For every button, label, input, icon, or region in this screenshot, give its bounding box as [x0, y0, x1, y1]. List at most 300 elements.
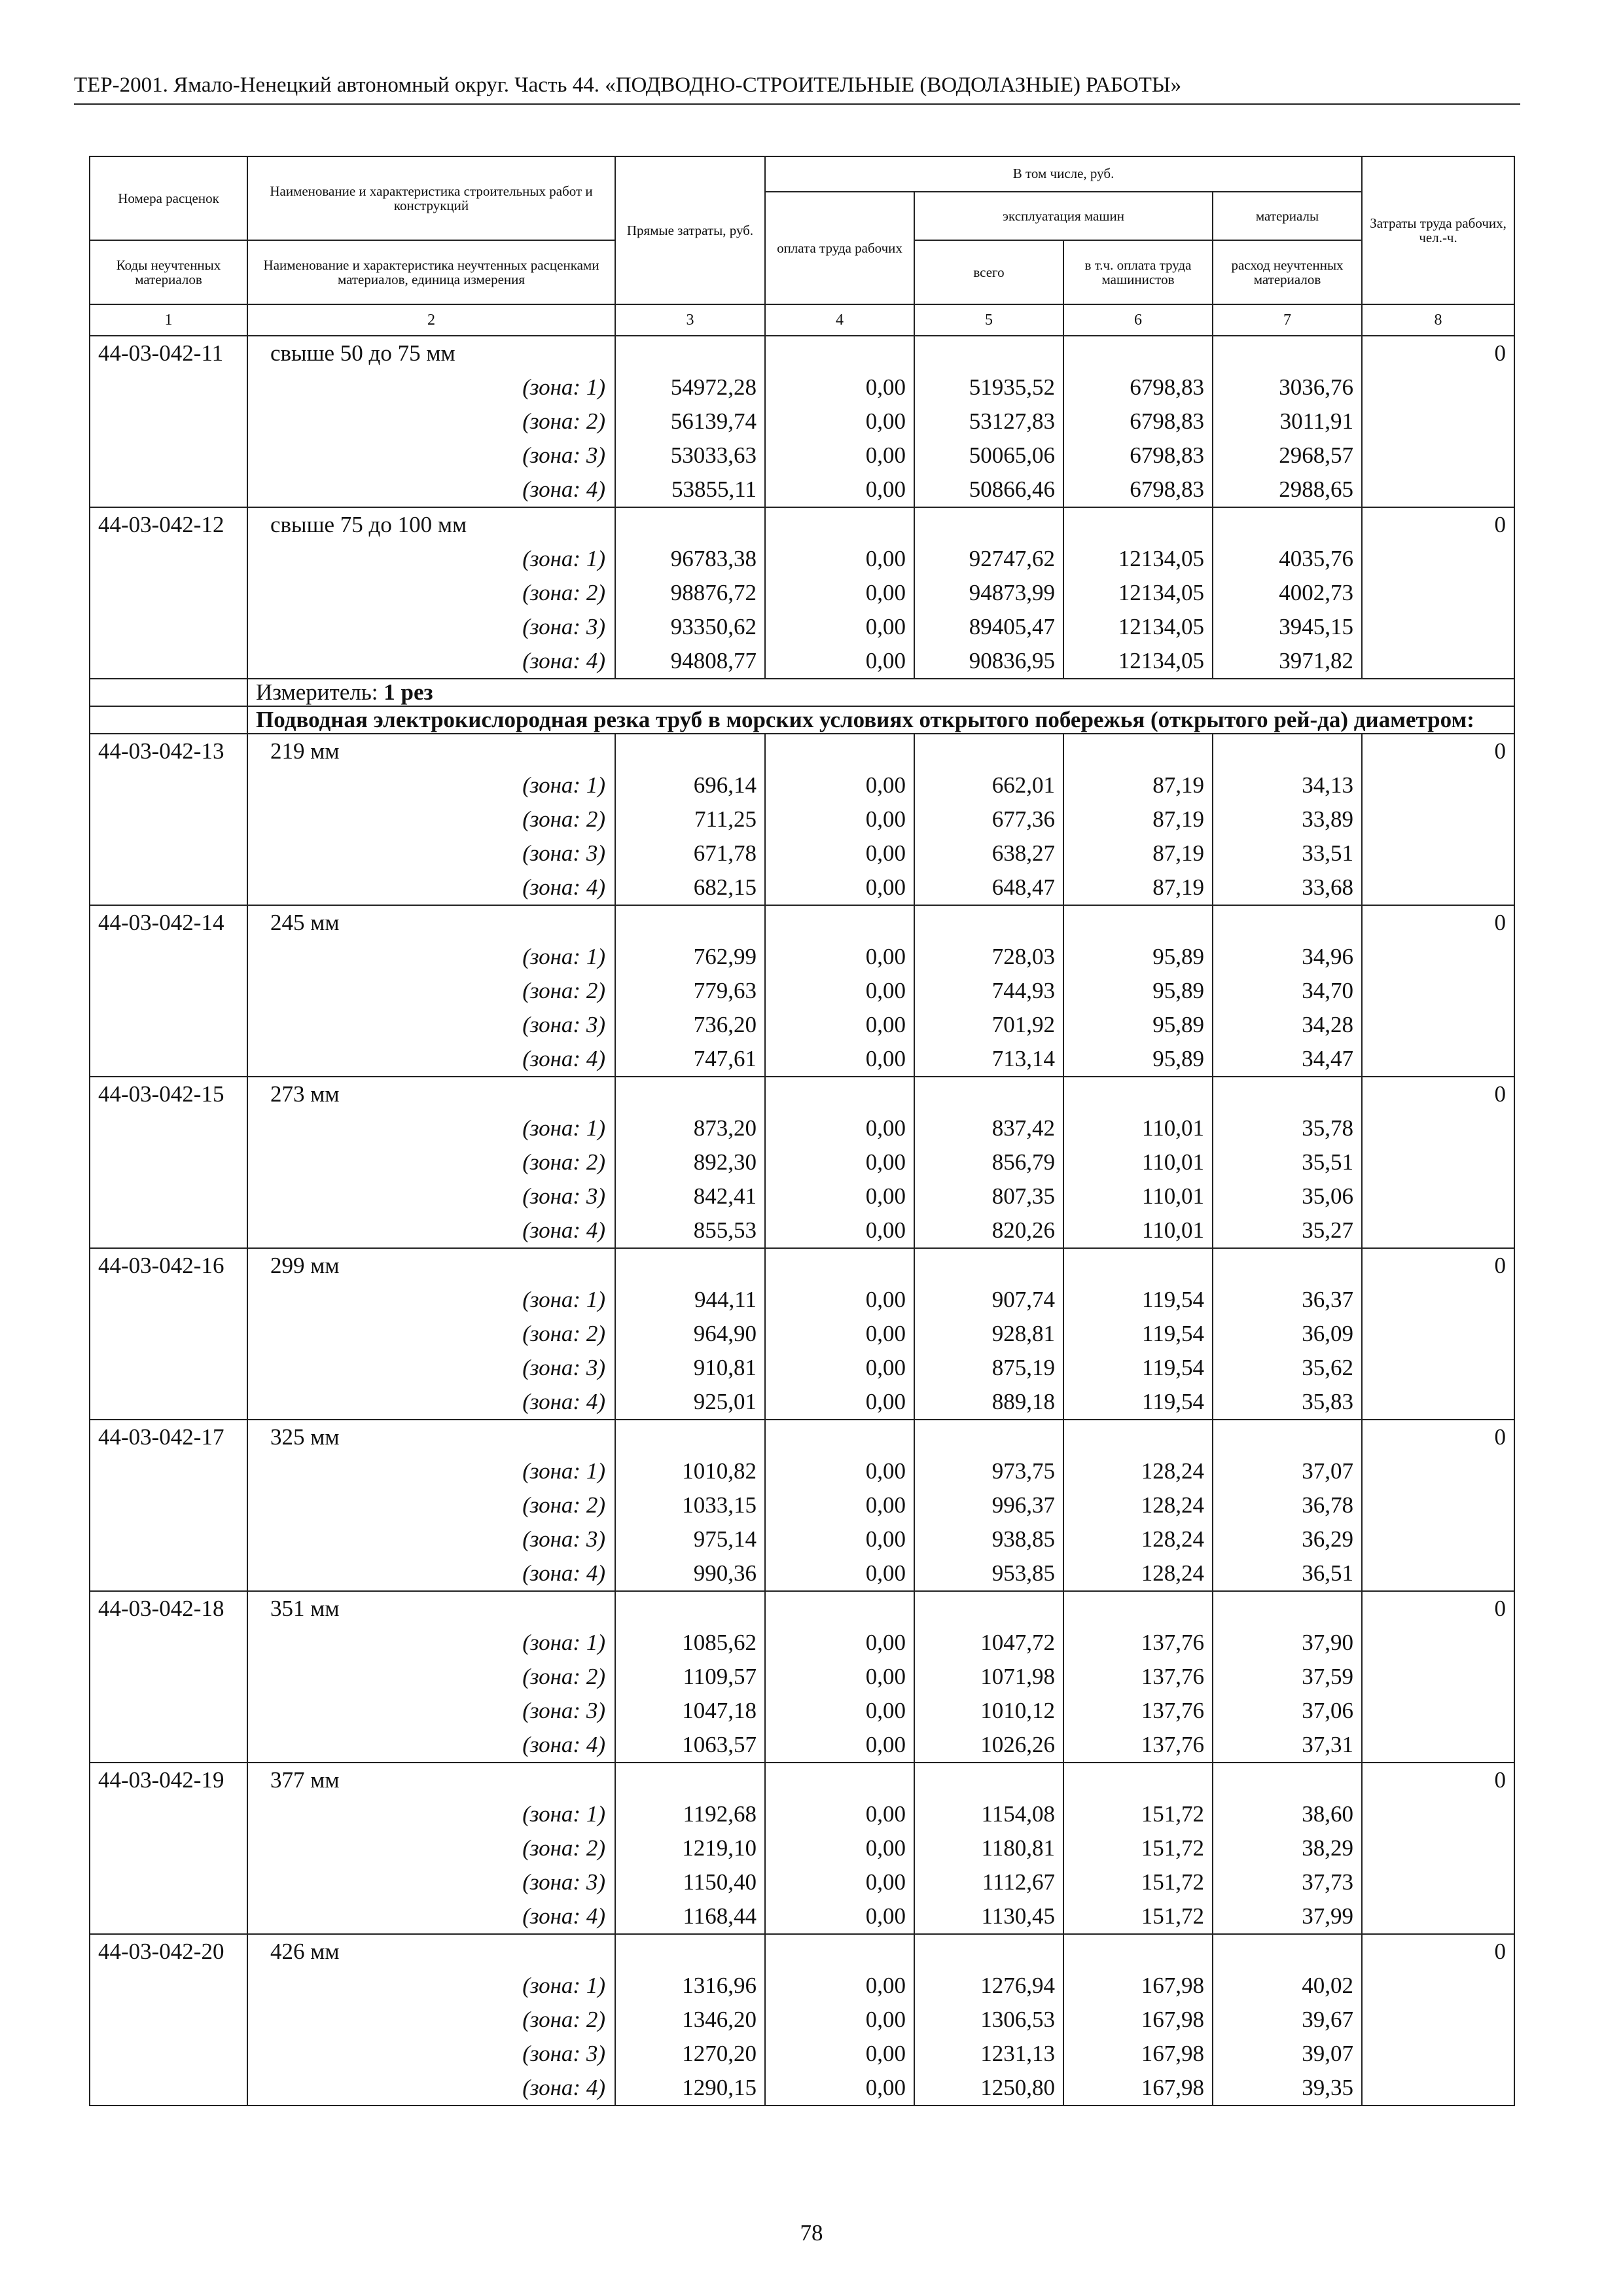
machinists-wages: 12134,05 — [1063, 644, 1213, 679]
direct-cost: 1219,10 — [615, 1831, 765, 1865]
wages-value: 0,00 — [765, 1797, 914, 1831]
zone-row — [90, 1351, 1514, 1385]
header-codes-materials: Коды неучтенных материалов — [90, 240, 247, 304]
wages-value: 0,00 — [765, 1454, 914, 1488]
wages-value: 0,00 — [765, 974, 914, 1008]
zone-row — [90, 404, 1514, 439]
zone-row — [90, 610, 1514, 644]
machines-total: 50065,06 — [914, 439, 1063, 473]
rate-name: 377 мм — [247, 1763, 615, 1797]
zone-row — [90, 439, 1514, 473]
wages-value: 0,00 — [765, 1522, 914, 1556]
materials-value: 3011,91 — [1213, 404, 1362, 439]
machines-total: 94873,99 — [914, 576, 1063, 610]
zone-label: (зона: 3) — [247, 1008, 615, 1042]
machines-total: 50866,46 — [914, 473, 1063, 507]
zone-label: (зона: 1) — [247, 370, 615, 404]
direct-cost: 1346,20 — [615, 2003, 765, 2037]
machinists-wages: 87,19 — [1063, 768, 1213, 802]
materials-value: 36,51 — [1213, 1556, 1362, 1591]
materials-value: 34,13 — [1213, 768, 1362, 802]
zone-row — [90, 2037, 1514, 2071]
zone-label: (зона: 4) — [247, 870, 615, 905]
materials-value: 34,47 — [1213, 1042, 1362, 1077]
rate-code: 44-03-042-12 — [90, 507, 247, 542]
rate-title-row — [90, 905, 1514, 940]
machines-total: 1112,67 — [914, 1865, 1063, 1899]
materials-value: 37,06 — [1213, 1694, 1362, 1728]
machines-total: 648,47 — [914, 870, 1063, 905]
zone-label: (зона: 1) — [247, 940, 615, 974]
zone-row — [90, 644, 1514, 679]
direct-cost: 1192,68 — [615, 1797, 765, 1831]
header-direct-costs: Прямые затраты, руб. — [615, 156, 765, 304]
machines-total: 1231,13 — [914, 2037, 1063, 2071]
zone-label: (зона: 3) — [247, 610, 615, 644]
machinists-wages: 151,72 — [1063, 1831, 1213, 1865]
direct-cost: 873,20 — [615, 1111, 765, 1145]
zone-label: (зона: 2) — [247, 974, 615, 1008]
materials-value: 35,62 — [1213, 1351, 1362, 1385]
zone-label: (зона: 2) — [247, 1317, 615, 1351]
zone-label: (зона: 4) — [247, 1042, 615, 1077]
direct-cost: 1085,62 — [615, 1626, 765, 1660]
machines-total: 907,74 — [914, 1283, 1063, 1317]
zone-row — [90, 1899, 1514, 1934]
zone-row — [90, 1454, 1514, 1488]
machines-total: 1071,98 — [914, 1660, 1063, 1694]
machines-total: 928,81 — [914, 1317, 1063, 1351]
wages-value: 0,00 — [765, 1179, 914, 1213]
zone-label: (зона: 3) — [247, 1694, 615, 1728]
rate-code: 44-03-042-19 — [90, 1763, 247, 1797]
zone-row — [90, 1969, 1514, 2003]
direct-cost: 736,20 — [615, 1008, 765, 1042]
wages-value: 0,00 — [765, 610, 914, 644]
rate-group-b — [90, 734, 1514, 2106]
rate-name: 426 мм — [247, 1934, 615, 1969]
header-wages: оплата труда рабочих — [765, 192, 914, 304]
rate-name: 273 мм — [247, 1077, 615, 1111]
wages-value: 0,00 — [765, 1317, 914, 1351]
header-including: В том числе, руб. — [765, 156, 1362, 192]
header-name-works: Наименование и характеристика строительных работ и конструкций — [247, 156, 615, 240]
rate-title-row — [90, 1763, 1514, 1797]
rate-code: 44-03-042-17 — [90, 1420, 247, 1454]
page-header: ТЕР-2001. Ямало-Ненецкий автономный округ. Часть 44. «ПОДВОДНО-СТРОИТЕЛЬНЫЕ (ВОДОЛАЗНЫЕ) РАБОТЫ» — [74, 71, 1520, 105]
wages-value: 0,00 — [765, 802, 914, 836]
zone-row — [90, 1694, 1514, 1728]
rate-name: 351 мм — [247, 1591, 615, 1626]
direct-cost: 1047,18 — [615, 1694, 765, 1728]
materials-value: 39,35 — [1213, 2071, 1362, 2106]
wages-value: 0,00 — [765, 1969, 914, 2003]
machines-total: 662,01 — [914, 768, 1063, 802]
zone-row — [90, 1488, 1514, 1522]
zone-label: (зона: 3) — [247, 1865, 615, 1899]
machinists-wages: 137,76 — [1063, 1626, 1213, 1660]
wages-value: 0,00 — [765, 1865, 914, 1899]
zone-row — [90, 1042, 1514, 1077]
zone-label: (зона: 2) — [247, 404, 615, 439]
direct-cost: 779,63 — [615, 974, 765, 1008]
wages-value: 0,00 — [765, 1899, 914, 1934]
wages-value: 0,00 — [765, 370, 914, 404]
direct-cost: 1033,15 — [615, 1488, 765, 1522]
machinists-wages: 151,72 — [1063, 1865, 1213, 1899]
materials-value: 37,59 — [1213, 1660, 1362, 1694]
machinists-wages: 12134,05 — [1063, 542, 1213, 576]
materials-value: 34,96 — [1213, 940, 1362, 974]
materials-value: 39,67 — [1213, 2003, 1362, 2037]
machines-total: 875,19 — [914, 1351, 1063, 1385]
rate-code: 44-03-042-15 — [90, 1077, 247, 1111]
zone-row — [90, 576, 1514, 610]
zone-row — [90, 940, 1514, 974]
rate-title-row — [90, 1934, 1514, 1969]
col-number: 6 — [1063, 304, 1213, 336]
zone-label: (зона: 2) — [247, 1660, 615, 1694]
machinists-wages: 128,24 — [1063, 1454, 1213, 1488]
zone-label: (зона: 1) — [247, 1283, 615, 1317]
labor-cost: 0 — [1362, 1077, 1514, 1111]
zone-label: (зона: 2) — [247, 802, 615, 836]
zone-row — [90, 974, 1514, 1008]
direct-cost: 1316,96 — [615, 1969, 765, 2003]
col-number: 2 — [247, 304, 615, 336]
zone-label: (зона: 4) — [247, 1385, 615, 1420]
wages-value: 0,00 — [765, 2037, 914, 2071]
direct-cost: 1168,44 — [615, 1899, 765, 1934]
machines-total: 677,36 — [914, 802, 1063, 836]
rate-title-row — [90, 734, 1514, 768]
wages-value: 0,00 — [765, 1556, 914, 1591]
materials-value: 39,07 — [1213, 2037, 1362, 2071]
zone-label: (зона: 1) — [247, 1454, 615, 1488]
direct-cost: 964,90 — [615, 1317, 765, 1351]
wages-value: 0,00 — [765, 1831, 914, 1865]
materials-value: 36,78 — [1213, 1488, 1362, 1522]
zone-row — [90, 802, 1514, 836]
wages-value: 0,00 — [765, 1626, 914, 1660]
machinists-wages: 119,54 — [1063, 1351, 1213, 1385]
zone-row — [90, 1865, 1514, 1899]
machines-total: 53127,83 — [914, 404, 1063, 439]
col-number: 7 — [1213, 304, 1362, 336]
zone-row — [90, 1317, 1514, 1351]
machines-total: 1010,12 — [914, 1694, 1063, 1728]
labor-cost: 0 — [1362, 1591, 1514, 1626]
direct-cost: 93350,62 — [615, 610, 765, 644]
zone-label: (зона: 4) — [247, 473, 615, 507]
zone-row — [90, 768, 1514, 802]
machines-total: 837,42 — [914, 1111, 1063, 1145]
machinists-wages: 167,98 — [1063, 2037, 1213, 2071]
machines-total: 996,37 — [914, 1488, 1063, 1522]
machinists-wages: 87,19 — [1063, 870, 1213, 905]
zone-row — [90, 2003, 1514, 2037]
materials-value: 35,51 — [1213, 1145, 1362, 1179]
labor-cost: 0 — [1362, 1934, 1514, 1969]
wages-value: 0,00 — [765, 1283, 914, 1317]
materials-value: 33,89 — [1213, 802, 1362, 836]
machinists-wages: 137,76 — [1063, 1694, 1213, 1728]
machines-total: 638,27 — [914, 836, 1063, 870]
machinists-wages: 128,24 — [1063, 1522, 1213, 1556]
materials-value: 37,99 — [1213, 1899, 1362, 1934]
machines-total: 1180,81 — [914, 1831, 1063, 1865]
measure-label: Измеритель: — [256, 679, 384, 705]
wages-value: 0,00 — [765, 644, 914, 679]
machines-total: 89405,47 — [914, 610, 1063, 644]
machinists-wages: 167,98 — [1063, 1969, 1213, 2003]
zone-row — [90, 1008, 1514, 1042]
direct-cost: 1290,15 — [615, 2071, 765, 2106]
rate-title-row — [90, 507, 1514, 542]
direct-cost: 671,78 — [615, 836, 765, 870]
materials-value: 3036,76 — [1213, 370, 1362, 404]
wages-value: 0,00 — [765, 2003, 914, 2037]
materials-value: 37,73 — [1213, 1865, 1362, 1899]
measure-value: 1 рез — [383, 679, 433, 705]
rate-code: 44-03-042-16 — [90, 1248, 247, 1283]
zone-row — [90, 1283, 1514, 1317]
machinists-wages: 12134,05 — [1063, 576, 1213, 610]
machines-total: 1276,94 — [914, 1969, 1063, 2003]
machines-total: 1154,08 — [914, 1797, 1063, 1831]
header-name-materials: Наименование и характеристика неучтенных расценками материалов, единица измерения — [247, 240, 615, 304]
rate-name: 325 мм — [247, 1420, 615, 1454]
zone-row — [90, 542, 1514, 576]
materials-value: 4035,76 — [1213, 542, 1362, 576]
machinists-wages: 137,76 — [1063, 1660, 1213, 1694]
zone-row — [90, 1626, 1514, 1660]
machinists-wages: 95,89 — [1063, 940, 1213, 974]
col-number: 4 — [765, 304, 914, 336]
zone-label: (зона: 3) — [247, 1351, 615, 1385]
machines-total: 90836,95 — [914, 644, 1063, 679]
header-machines: эксплуатация машин — [914, 192, 1213, 240]
machinists-wages: 128,24 — [1063, 1488, 1213, 1522]
wages-value: 0,00 — [765, 542, 914, 576]
direct-cost: 944,11 — [615, 1283, 765, 1317]
wages-value: 0,00 — [765, 1488, 914, 1522]
direct-cost: 98876,72 — [615, 576, 765, 610]
zone-row — [90, 1728, 1514, 1763]
materials-value: 36,09 — [1213, 1317, 1362, 1351]
machinists-wages: 95,89 — [1063, 1042, 1213, 1077]
direct-cost: 53855,11 — [615, 473, 765, 507]
materials-value: 4002,73 — [1213, 576, 1362, 610]
rate-title-row — [90, 1077, 1514, 1111]
header-incl-wages-machinists: в т.ч. оплата труда машинистов — [1063, 240, 1213, 304]
wages-value: 0,00 — [765, 1728, 914, 1763]
wages-value: 0,00 — [765, 439, 914, 473]
machinists-wages: 119,54 — [1063, 1317, 1213, 1351]
rate-title-row — [90, 1248, 1514, 1283]
zone-row — [90, 473, 1514, 507]
direct-cost: 892,30 — [615, 1145, 765, 1179]
rate-name: свыше 50 до 75 мм — [247, 336, 615, 370]
machinists-wages: 6798,83 — [1063, 473, 1213, 507]
materials-value: 35,78 — [1213, 1111, 1362, 1145]
zone-label: (зона: 4) — [247, 1556, 615, 1591]
zone-row — [90, 1522, 1514, 1556]
rate-code: 44-03-042-18 — [90, 1591, 247, 1626]
materials-value: 37,31 — [1213, 1728, 1362, 1763]
materials-value: 38,60 — [1213, 1797, 1362, 1831]
machines-total: 701,92 — [914, 1008, 1063, 1042]
materials-value: 34,70 — [1213, 974, 1362, 1008]
col-number: 5 — [914, 304, 1063, 336]
labor-cost: 0 — [1362, 1763, 1514, 1797]
materials-value: 35,27 — [1213, 1213, 1362, 1248]
zone-label: (зона: 2) — [247, 2003, 615, 2037]
header-total: всего — [914, 240, 1063, 304]
rate-title-row — [90, 1591, 1514, 1626]
direct-cost: 747,61 — [615, 1042, 765, 1077]
materials-value: 34,28 — [1213, 1008, 1362, 1042]
rate-name: 245 мм — [247, 905, 615, 940]
zone-label: (зона: 4) — [247, 1213, 615, 1248]
header-unaccounted-materials: расход неучтенных материалов — [1213, 240, 1362, 304]
page-number: 78 — [800, 2220, 823, 2246]
zone-label: (зона: 3) — [247, 1179, 615, 1213]
wages-value: 0,00 — [765, 836, 914, 870]
direct-cost: 855,53 — [615, 1213, 765, 1248]
direct-cost: 1270,20 — [615, 2037, 765, 2071]
materials-value: 40,02 — [1213, 1969, 1362, 2003]
header-num-rate: Номера расценок — [90, 156, 247, 240]
machinists-wages: 110,01 — [1063, 1145, 1213, 1179]
rate-name: свыше 75 до 100 мм — [247, 507, 615, 542]
machines-total: 1047,72 — [914, 1626, 1063, 1660]
wages-value: 0,00 — [765, 1008, 914, 1042]
machines-total: 820,26 — [914, 1213, 1063, 1248]
rates-table — [89, 156, 1515, 2106]
zone-label: (зона: 1) — [247, 1111, 615, 1145]
rate-code: 44-03-042-14 — [90, 905, 247, 940]
machinists-wages: 110,01 — [1063, 1213, 1213, 1248]
wages-value: 0,00 — [765, 1145, 914, 1179]
direct-cost: 711,25 — [615, 802, 765, 836]
machinists-wages: 137,76 — [1063, 1728, 1213, 1763]
machines-total: 744,93 — [914, 974, 1063, 1008]
machinists-wages: 6798,83 — [1063, 404, 1213, 439]
zone-label: (зона: 3) — [247, 1522, 615, 1556]
direct-cost: 990,36 — [615, 1556, 765, 1591]
machinists-wages: 110,01 — [1063, 1111, 1213, 1145]
wages-value: 0,00 — [765, 1694, 914, 1728]
wages-value: 0,00 — [765, 1351, 914, 1385]
zone-label: (зона: 4) — [247, 2071, 615, 2106]
wages-value: 0,00 — [765, 404, 914, 439]
direct-cost: 975,14 — [615, 1522, 765, 1556]
machinists-wages: 151,72 — [1063, 1797, 1213, 1831]
materials-value: 33,51 — [1213, 836, 1362, 870]
machinists-wages: 95,89 — [1063, 1008, 1213, 1042]
zone-row — [90, 2071, 1514, 2106]
machines-total: 953,85 — [914, 1556, 1063, 1591]
machinists-wages: 87,19 — [1063, 836, 1213, 870]
wages-value: 0,00 — [765, 870, 914, 905]
materials-value: 37,90 — [1213, 1626, 1362, 1660]
direct-cost: 842,41 — [615, 1179, 765, 1213]
rate-code: 44-03-042-11 — [90, 336, 247, 370]
wages-value: 0,00 — [765, 2071, 914, 2106]
machinists-wages: 6798,83 — [1063, 439, 1213, 473]
labor-cost: 0 — [1362, 1248, 1514, 1283]
zone-row — [90, 1385, 1514, 1420]
wages-value: 0,00 — [765, 576, 914, 610]
machines-total: 1306,53 — [914, 2003, 1063, 2037]
machines-total: 713,14 — [914, 1042, 1063, 1077]
materials-value: 2988,65 — [1213, 473, 1362, 507]
machines-total: 807,35 — [914, 1179, 1063, 1213]
labor-cost: 0 — [1362, 905, 1514, 940]
zone-row — [90, 870, 1514, 905]
machines-total: 938,85 — [914, 1522, 1063, 1556]
rate-group-a — [90, 336, 1514, 679]
wages-value: 0,00 — [765, 768, 914, 802]
zone-label: (зона: 1) — [247, 1797, 615, 1831]
machinists-wages: 151,72 — [1063, 1899, 1213, 1934]
machinists-wages: 6798,83 — [1063, 370, 1213, 404]
zone-row — [90, 1660, 1514, 1694]
zone-label: (зона: 4) — [247, 1899, 615, 1934]
zone-label: (зона: 4) — [247, 1728, 615, 1763]
materials-value: 2968,57 — [1213, 439, 1362, 473]
zone-label: (зона: 4) — [247, 644, 615, 679]
rate-code: 44-03-042-13 — [90, 734, 247, 768]
measure-line — [247, 679, 1514, 706]
materials-value: 35,83 — [1213, 1385, 1362, 1420]
zone-row — [90, 1213, 1514, 1248]
direct-cost: 762,99 — [615, 940, 765, 974]
direct-cost: 94808,77 — [615, 644, 765, 679]
direct-cost: 1150,40 — [615, 1865, 765, 1899]
header-labor-costs: Затраты труда рабочих, чел.-ч. — [1362, 156, 1514, 304]
direct-cost: 1010,82 — [615, 1454, 765, 1488]
zone-row — [90, 1556, 1514, 1591]
machinists-wages: 119,54 — [1063, 1283, 1213, 1317]
zone-label: (зона: 1) — [247, 1626, 615, 1660]
zone-row — [90, 1831, 1514, 1865]
machines-total: 1026,26 — [914, 1728, 1063, 1763]
rate-name: 219 мм — [247, 734, 615, 768]
labor-cost: 0 — [1362, 734, 1514, 768]
labor-cost: 0 — [1362, 1420, 1514, 1454]
machinists-wages: 167,98 — [1063, 2003, 1213, 2037]
header-materials: материалы — [1213, 192, 1362, 240]
labor-cost: 0 — [1362, 336, 1514, 370]
zone-label: (зона: 2) — [247, 1488, 615, 1522]
materials-value: 36,29 — [1213, 1522, 1362, 1556]
zone-label: (зона: 3) — [247, 439, 615, 473]
zone-label: (зона: 2) — [247, 1831, 615, 1865]
rate-name: 299 мм — [247, 1248, 615, 1283]
wages-value: 0,00 — [765, 1042, 914, 1077]
direct-cost: 96783,38 — [615, 542, 765, 576]
materials-value: 3945,15 — [1213, 610, 1362, 644]
machines-total: 1130,45 — [914, 1899, 1063, 1934]
machines-total: 728,03 — [914, 940, 1063, 974]
zone-row — [90, 370, 1514, 404]
direct-cost: 1109,57 — [615, 1660, 765, 1694]
col-number: 1 — [90, 304, 247, 336]
machines-total: 973,75 — [914, 1454, 1063, 1488]
machinists-wages: 167,98 — [1063, 2071, 1213, 2106]
